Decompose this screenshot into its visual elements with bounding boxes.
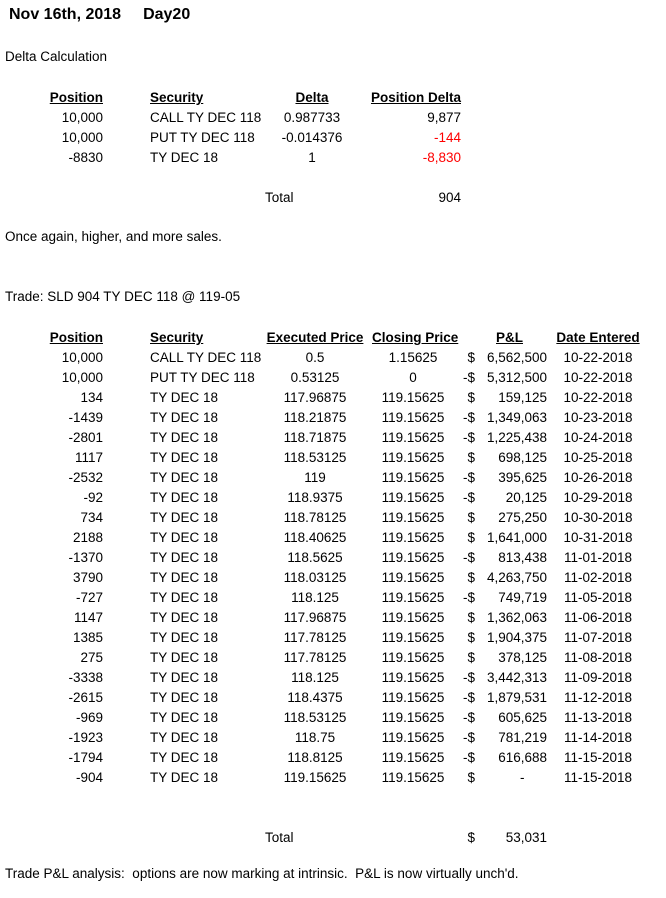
date-entered-cell: 11-09-2018 <box>563 670 633 685</box>
date-entered-cell: 10-26-2018 <box>563 470 633 485</box>
date-entered-cell: 10-30-2018 <box>563 510 633 525</box>
page-title <box>9 5 190 25</box>
title-date: Nov 16th, 2018 <box>9 6 122 23</box>
trade-table-body <box>0 348 649 788</box>
pnl-amount: 1,879,531 <box>486 690 547 705</box>
currency-sign: -$ <box>462 470 475 485</box>
currency-sign: -$ <box>462 430 475 445</box>
security-cell: TY DEC 18 <box>150 550 219 565</box>
pnl-amount: 813,438 <box>498 550 547 565</box>
pnl-amount: 1,904,375 <box>486 630 547 645</box>
delta-total-row <box>0 188 463 208</box>
trade-table-row <box>0 648 649 668</box>
trade-table-row <box>0 408 649 428</box>
security-cell: TY DEC 18 <box>150 710 219 725</box>
executed-price-cell: 119 <box>304 470 326 485</box>
pnl-amount: 5,312,500 <box>486 370 547 385</box>
trade-table-row <box>0 468 649 488</box>
trade-table-row <box>0 748 649 768</box>
trade-total-pnl-cell <box>454 828 547 848</box>
executed-price-cell: 118.125 <box>291 590 339 605</box>
delta-table-header <box>0 88 463 108</box>
spacer-row <box>0 168 463 188</box>
currency-sign: $ <box>467 610 475 625</box>
security-cell: TY DEC 18 <box>150 490 219 505</box>
closing-price-cell: 119.15625 <box>381 650 445 665</box>
closing-price-cell: 0 <box>409 370 417 385</box>
executed-price-cell: 118.9375 <box>287 490 343 505</box>
trade-header-date: Date Entered <box>556 330 640 345</box>
position-cell: 1385 <box>72 630 103 645</box>
mid-comment: Once again, higher, and more sales. <box>5 229 222 244</box>
pnl-amount: 20,125 <box>505 490 547 505</box>
executed-price-cell: 118.40625 <box>283 530 347 545</box>
currency-sign: -$ <box>462 670 475 685</box>
currency-sign: $ <box>467 390 475 405</box>
pnl-amount: 1,225,438 <box>486 430 547 445</box>
closing-price-cell: 119.15625 <box>381 410 445 425</box>
pnl-cell <box>454 368 547 388</box>
pnl-amount: 1,349,063 <box>486 410 547 425</box>
position-cell: 10,000 <box>61 130 103 145</box>
closing-price-cell: 119.15625 <box>381 770 445 785</box>
position-cell: 275 <box>80 650 103 665</box>
date-entered-cell: 11-15-2018 <box>563 770 633 785</box>
trade-table-row <box>0 608 649 628</box>
position-cell: 10,000 <box>61 370 103 385</box>
position-cell: -969 <box>75 710 103 725</box>
trade-table-row <box>0 768 649 788</box>
position-delta-cell: 9,877 <box>427 110 461 125</box>
position-cell: -2615 <box>68 690 103 705</box>
trade-total-row <box>0 828 649 848</box>
currency-sign: -$ <box>462 730 475 745</box>
date-entered-cell: 11-01-2018 <box>563 550 633 565</box>
position-cell: 1117 <box>74 450 103 465</box>
position-cell: -3338 <box>68 670 103 685</box>
security-cell: TY DEC 18 <box>150 770 219 785</box>
trade-total-label: Total <box>265 830 294 845</box>
position-cell: 734 <box>80 510 103 525</box>
pnl-cell <box>454 688 547 708</box>
closing-price-cell: 119.15625 <box>381 630 445 645</box>
closing-price-cell: 119.15625 <box>381 490 445 505</box>
trade-header-closing: Closing Price <box>372 330 459 345</box>
position-cell: 1147 <box>73 610 103 625</box>
pnl-cell <box>454 488 547 508</box>
delta-header-security: Security <box>150 90 204 105</box>
closing-price-cell: 119.15625 <box>381 750 445 765</box>
closing-price-cell: 119.15625 <box>381 450 445 465</box>
pnl-cell <box>454 568 547 588</box>
pnl-cell <box>454 728 547 748</box>
delta-table <box>0 88 463 208</box>
currency-sign: -$ <box>462 550 475 565</box>
trade-table-row <box>0 348 649 368</box>
security-cell: TY DEC 18 <box>150 470 219 485</box>
closing-price-cell: 119.15625 <box>381 570 445 585</box>
executed-price-cell: 118.125 <box>291 670 339 685</box>
position-cell: 10,000 <box>61 110 103 125</box>
security-cell: TY DEC 18 <box>150 150 219 165</box>
pnl-cell <box>454 508 547 528</box>
closing-price-cell: 119.15625 <box>381 530 445 545</box>
currency-sign: $ <box>467 830 475 845</box>
pnl-cell <box>454 348 547 368</box>
trade-header-pnl: P&L <box>496 330 523 345</box>
pnl-amount: 275,250 <box>498 510 547 525</box>
trade-line: Trade: SLD 904 TY DEC 118 @ 119-05 <box>5 289 241 304</box>
trade-table-row <box>0 628 649 648</box>
pnl-cell <box>454 748 547 768</box>
trade-table-row <box>0 448 649 468</box>
security-cell: TY DEC 18 <box>150 650 219 665</box>
currency-sign: -$ <box>462 710 475 725</box>
pnl-amount: 395,625 <box>498 470 547 485</box>
trade-table-row <box>0 508 649 528</box>
pnl-cell <box>454 528 547 548</box>
executed-price-cell: 118.78125 <box>283 510 347 525</box>
delta-calculation-label: Delta Calculation <box>5 49 108 64</box>
executed-price-cell: 117.96875 <box>283 390 347 405</box>
security-cell: TY DEC 18 <box>150 590 219 605</box>
position-cell: -1923 <box>68 730 103 745</box>
pnl-amount: 781,219 <box>498 730 547 745</box>
currency-sign: -$ <box>462 750 475 765</box>
pnl-amount: 378,125 <box>498 650 547 665</box>
executed-price-cell: 118.21875 <box>283 410 347 425</box>
closing-price-cell: 119.15625 <box>381 390 445 405</box>
trade-table-row <box>0 568 649 588</box>
executed-price-cell: 118.5625 <box>287 550 343 565</box>
pnl-amount: 749,719 <box>498 590 547 605</box>
delta-table-row <box>0 128 463 148</box>
pnl-cell <box>454 608 547 628</box>
trade-table-row <box>0 368 649 388</box>
date-entered-cell: 11-13-2018 <box>563 710 633 725</box>
closing-price-cell: 119.15625 <box>381 690 445 705</box>
pnl-amount: 1,362,063 <box>486 610 547 625</box>
executed-price-cell: 118.71875 <box>283 430 347 445</box>
executed-price-cell: 0.5 <box>305 350 325 365</box>
position-delta-cell: -144 <box>433 130 461 145</box>
pnl-cell <box>454 408 547 428</box>
security-cell: TY DEC 18 <box>150 570 219 585</box>
pnl-cell <box>454 628 547 648</box>
date-entered-cell: 10-24-2018 <box>563 430 633 445</box>
closing-price-cell: 119.15625 <box>381 610 445 625</box>
security-cell: PUT TY DEC 118 <box>150 370 255 385</box>
executed-price-cell: 117.78125 <box>283 650 347 665</box>
currency-sign: $ <box>467 450 475 465</box>
position-cell: -1439 <box>68 410 103 425</box>
security-cell: TY DEC 18 <box>150 730 219 745</box>
delta-cell: 0.987733 <box>283 110 341 125</box>
closing-price-cell: 119.15625 <box>381 430 445 445</box>
executed-price-cell: 119.15625 <box>283 770 347 785</box>
closing-price-cell: 1.15625 <box>388 350 438 365</box>
pnl-cell <box>454 448 547 468</box>
closing-price-cell: 119.15625 <box>381 670 445 685</box>
pnl-amount: - <box>519 770 547 785</box>
title-day: Day20 <box>143 6 191 23</box>
closing-price-cell: 119.15625 <box>381 590 445 605</box>
bottom-comment: Trade P&L analysis: options are now marking at intrinsic. P&L is now virtually unch'd. <box>5 866 519 881</box>
delta-total-label: Total <box>265 190 294 205</box>
delta-table-body <box>0 108 463 168</box>
closing-price-cell: 119.15625 <box>381 710 445 725</box>
date-entered-cell: 11-06-2018 <box>563 610 633 625</box>
delta-total-value: 904 <box>438 190 461 205</box>
date-entered-cell: 11-14-2018 <box>563 730 633 745</box>
executed-price-cell: 118.8125 <box>287 750 343 765</box>
security-cell: TY DEC 18 <box>150 390 219 405</box>
pnl-cell <box>454 668 547 688</box>
position-delta-cell: -8,830 <box>422 150 461 165</box>
currency-sign: -$ <box>462 410 475 425</box>
security-cell: TY DEC 18 <box>150 430 219 445</box>
pnl-cell <box>454 388 547 408</box>
executed-price-cell: 117.96875 <box>283 610 347 625</box>
pnl-cell <box>454 468 547 488</box>
delta-header-position-delta: Position Delta <box>370 90 461 105</box>
pnl-amount: 605,625 <box>498 710 547 725</box>
trade-table-row <box>0 588 649 608</box>
security-cell: TY DEC 18 <box>150 530 219 545</box>
pnl-cell <box>454 648 547 668</box>
currency-sign: $ <box>467 570 475 585</box>
currency-sign: -$ <box>462 370 475 385</box>
currency-sign: $ <box>467 630 475 645</box>
delta-header-row <box>0 88 463 108</box>
closing-price-cell: 119.15625 <box>381 550 445 565</box>
trade-table-row <box>0 548 649 568</box>
executed-price-cell: 118.53125 <box>283 710 347 725</box>
pnl-amount: 1,641,000 <box>486 530 547 545</box>
delta-header-position: Position <box>49 90 103 105</box>
pnl-cell <box>454 548 547 568</box>
date-entered-cell: 10-22-2018 <box>563 350 633 365</box>
security-cell: TY DEC 18 <box>150 630 219 645</box>
security-cell: TY DEC 18 <box>150 690 219 705</box>
date-entered-cell: 10-25-2018 <box>563 450 633 465</box>
pnl-amount: 616,688 <box>498 750 547 765</box>
trade-header-security: Security <box>150 330 204 345</box>
delta-table-row <box>0 108 463 128</box>
date-entered-cell: 10-23-2018 <box>563 410 633 425</box>
date-entered-cell: 10-22-2018 <box>563 370 633 385</box>
security-cell: TY DEC 18 <box>150 750 219 765</box>
position-cell: -8830 <box>68 150 103 165</box>
position-cell: 134 <box>80 390 103 405</box>
pnl-amount: 4,263,750 <box>486 570 547 585</box>
trade-table-row <box>0 528 649 548</box>
date-entered-cell: 11-05-2018 <box>563 590 633 605</box>
security-cell: TY DEC 18 <box>150 510 219 525</box>
executed-price-cell: 0.53125 <box>290 370 340 385</box>
trade-table-row <box>0 688 649 708</box>
date-entered-cell: 11-15-2018 <box>563 750 633 765</box>
currency-sign: -$ <box>462 690 475 705</box>
security-cell: TY DEC 18 <box>150 450 219 465</box>
trade-table-header <box>0 328 649 348</box>
delta-header-delta: Delta <box>295 90 329 105</box>
pnl-cell <box>454 588 547 608</box>
position-cell: 10,000 <box>61 350 103 365</box>
date-entered-cell: 11-02-2018 <box>563 570 633 585</box>
executed-price-cell: 118.53125 <box>283 450 347 465</box>
security-cell: CALL TY DEC 118 <box>150 350 262 365</box>
trade-header-position: Position <box>49 330 103 345</box>
date-entered-cell: 11-12-2018 <box>563 690 633 705</box>
closing-price-cell: 119.15625 <box>381 470 445 485</box>
date-entered-cell: 10-22-2018 <box>563 390 633 405</box>
trade-total-value: 53,031 <box>505 830 547 845</box>
security-cell: TY DEC 18 <box>150 410 219 425</box>
security-cell: CALL TY DEC 118 <box>150 110 262 125</box>
delta-cell: -0.014376 <box>281 130 343 145</box>
executed-price-cell: 118.4375 <box>287 690 343 705</box>
trade-table-row <box>0 488 649 508</box>
trade-table <box>0 328 649 848</box>
pnl-amount: 698,125 <box>498 450 547 465</box>
trade-table-row <box>0 428 649 448</box>
position-cell: -2532 <box>68 470 103 485</box>
executed-price-cell: 118.75 <box>294 730 336 745</box>
closing-price-cell: 119.15625 <box>381 510 445 525</box>
position-cell: -904 <box>75 770 103 785</box>
closing-price-cell: 119.15625 <box>381 730 445 745</box>
position-cell: -1794 <box>68 750 103 765</box>
delta-cell: 1 <box>308 150 316 165</box>
date-entered-cell: 10-29-2018 <box>563 490 633 505</box>
security-cell: TY DEC 18 <box>150 670 219 685</box>
currency-sign: -$ <box>462 590 475 605</box>
pnl-cell <box>454 428 547 448</box>
position-cell: -2801 <box>68 430 103 445</box>
trade-header-row <box>0 328 649 348</box>
pnl-amount: 3,442,313 <box>486 670 547 685</box>
trade-table-row <box>0 668 649 688</box>
position-cell: -1370 <box>68 550 103 565</box>
currency-sign: $ <box>467 350 475 365</box>
delta-table-row <box>0 148 463 168</box>
pnl-cell <box>454 768 547 788</box>
executed-price-cell: 117.78125 <box>283 630 347 645</box>
spacer-row <box>0 788 649 828</box>
trade-header-executed: Executed Price <box>266 330 364 345</box>
delta-table-total-section <box>0 168 463 208</box>
pnl-amount: 6,562,500 <box>486 350 547 365</box>
trade-table-row <box>0 728 649 748</box>
currency-sign: $ <box>467 530 475 545</box>
trade-table-row <box>0 708 649 728</box>
currency-sign: $ <box>467 510 475 525</box>
date-entered-cell: 11-08-2018 <box>563 650 633 665</box>
position-cell: 3790 <box>72 570 103 585</box>
pnl-amount: 159,125 <box>498 390 547 405</box>
position-cell: -727 <box>75 590 103 605</box>
date-entered-cell: 11-07-2018 <box>563 630 633 645</box>
currency-sign: -$ <box>462 490 475 505</box>
position-cell: 2188 <box>72 530 103 545</box>
security-cell: TY DEC 18 <box>150 610 219 625</box>
date-entered-cell: 10-31-2018 <box>563 530 633 545</box>
currency-sign: $ <box>467 770 475 785</box>
trade-table-row <box>0 388 649 408</box>
security-cell: PUT TY DEC 118 <box>150 130 255 145</box>
position-cell: -92 <box>83 490 103 505</box>
pnl-cell <box>454 708 547 728</box>
executed-price-cell: 118.03125 <box>283 570 347 585</box>
trade-table-total-section <box>0 788 649 848</box>
currency-sign: $ <box>467 650 475 665</box>
